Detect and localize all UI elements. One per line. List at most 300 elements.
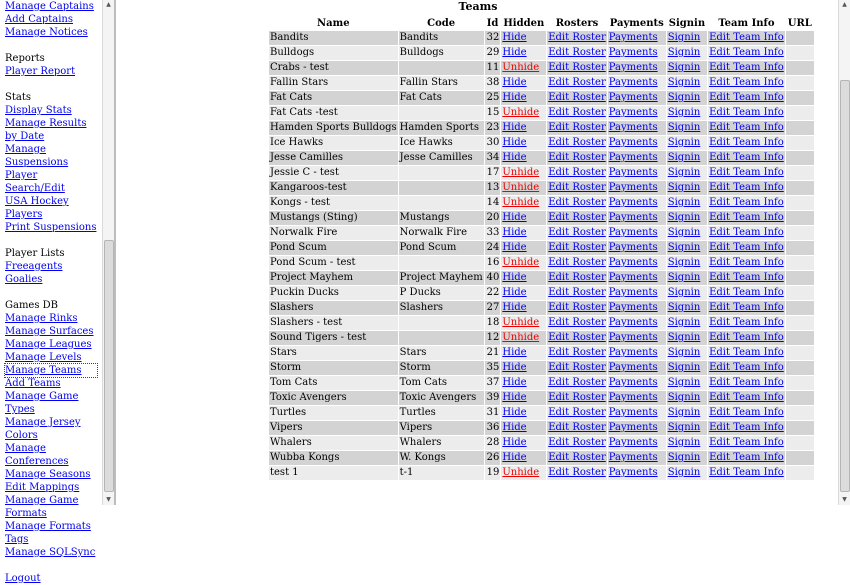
team-id-cell: 19 [486, 467, 500, 478]
edit-roster-cell [547, 406, 607, 420]
edit-roster-link[interactable]: Edit Roster [548, 317, 606, 328]
payments-link[interactable]: Payments [608, 62, 658, 73]
url-cell [786, 166, 814, 180]
edit-roster-cell [547, 331, 607, 345]
hidden-cell [501, 301, 546, 315]
signin-link[interactable]: Signin [667, 437, 701, 448]
signin-link[interactable]: Signin [667, 302, 701, 313]
up-arrow-icon[interactable]: ▲ [106, 1, 111, 8]
edit-roster-link[interactable]: Edit Roster [548, 137, 606, 148]
payments-cell [608, 151, 666, 165]
hide-link[interactable]: Hide [502, 377, 527, 388]
sidebar-link-manage-captains[interactable]: Manage Captains [5, 1, 94, 12]
edit-team-info-cell [708, 271, 785, 285]
sidebar-link-manage-formats-tags[interactable]: Manage Formats Tags [5, 521, 91, 545]
edit-roster-link[interactable]: Edit Roster [548, 362, 606, 373]
hide-link[interactable]: Hide [502, 407, 527, 418]
hide-link[interactable]: Hide [502, 437, 527, 448]
edit-roster-link[interactable]: Edit Roster [548, 197, 606, 208]
hide-link[interactable]: Hide [502, 227, 527, 238]
team-code-cell [399, 196, 484, 210]
signin-link[interactable]: Signin [667, 32, 701, 43]
edit-roster-link[interactable]: Edit Roster [548, 392, 606, 403]
edit-roster-link[interactable]: Edit Roster [548, 47, 606, 58]
hide-link[interactable]: Hide [502, 32, 527, 43]
signin-cell [667, 106, 707, 120]
signin-link[interactable]: Signin [667, 422, 701, 433]
edit-team-info-link[interactable]: Edit Team Info [709, 272, 784, 283]
signin-link[interactable]: Signin [667, 242, 701, 253]
hide-link[interactable]: Hide [502, 92, 527, 103]
edit-team-info-link[interactable]: Edit Team Info [709, 377, 784, 388]
column-header-payments: Payments [609, 17, 664, 29]
edit-roster-cell [547, 136, 607, 150]
hidden-cell [501, 361, 546, 375]
edit-team-info-link[interactable]: Edit Team Info [709, 122, 784, 133]
edit-team-info-cell [708, 91, 785, 105]
edit-roster-cell [547, 91, 607, 105]
sidebar-link-manage-game-formats[interactable]: Manage Game Formats [5, 495, 79, 519]
payments-link[interactable]: Payments [608, 212, 658, 223]
sidebar-link-manage-conferences[interactable]: Manage Conferences [5, 443, 69, 467]
edit-team-info-link[interactable]: Edit Team Info [709, 32, 784, 43]
payments-link[interactable]: Payments [608, 182, 658, 193]
edit-roster-link[interactable]: Edit Roster [548, 152, 606, 163]
payments-cell [608, 196, 666, 210]
sidebar-heading-stats: Stats [5, 92, 31, 103]
payments-link[interactable]: Payments [608, 287, 658, 298]
edit-roster-link[interactable]: Edit Roster [548, 347, 606, 358]
edit-team-info-cell [708, 181, 785, 195]
edit-roster-link[interactable]: Edit Roster [548, 437, 606, 448]
payments-link[interactable]: Payments [608, 407, 658, 418]
sidebar-link-add-captains[interactable]: Add Captains [5, 14, 73, 25]
team-code-cell: Norwalk Fire [399, 226, 484, 240]
hide-link[interactable]: Hide [502, 152, 527, 163]
column-header-id: Id [486, 17, 499, 29]
team-code-cell: Mustangs [399, 211, 484, 225]
hide-link[interactable]: Hide [502, 452, 527, 463]
hidden-cell [501, 421, 546, 435]
sidebar-scrollbar-thumb[interactable] [104, 240, 114, 492]
unhide-link[interactable]: Unhide [502, 317, 540, 328]
hidden-cell [501, 211, 546, 225]
sidebar-link-manage-results-by-date[interactable]: Manage Results by Date [5, 118, 87, 142]
edit-team-info-link[interactable]: Edit Team Info [709, 422, 784, 433]
edit-roster-link[interactable]: Edit Roster [548, 467, 606, 478]
edit-team-info-link[interactable]: Edit Team Info [709, 182, 784, 193]
signin-link[interactable]: Signin [667, 107, 701, 118]
sidebar-link-edit-mappings[interactable]: Edit Mappings [5, 482, 80, 493]
url-cell [786, 151, 814, 165]
signin-link[interactable]: Signin [667, 137, 701, 148]
edit-team-info-cell [708, 406, 785, 420]
payments-link[interactable]: Payments [608, 107, 658, 118]
hide-link[interactable]: Hide [502, 302, 527, 313]
edit-team-info-link[interactable]: Edit Team Info [709, 107, 784, 118]
edit-team-info-link[interactable]: Edit Team Info [709, 302, 784, 313]
sidebar-link-manage-teams[interactable]: Manage Teams [5, 364, 97, 377]
payments-link[interactable]: Payments [608, 422, 658, 433]
edit-roster-cell [547, 61, 607, 75]
edit-team-info-link[interactable]: Edit Team Info [709, 287, 784, 298]
hidden-cell [501, 451, 546, 465]
signin-link[interactable]: Signin [667, 407, 701, 418]
signin-link[interactable]: Signin [667, 167, 701, 178]
signin-link[interactable]: Signin [667, 467, 701, 478]
team-code-cell [399, 181, 484, 195]
sidebar-link-manage-sqlsync[interactable]: Manage SQLSync [5, 547, 96, 558]
edit-team-info-link[interactable]: Edit Team Info [709, 197, 784, 208]
edit-roster-link[interactable]: Edit Roster [548, 452, 606, 463]
edit-roster-cell [547, 76, 607, 90]
team-id-cell: 26 [486, 452, 500, 463]
sidebar-link-display-stats[interactable]: Display Stats [5, 105, 72, 116]
team-name-cell: Mustangs (Sting) [269, 211, 398, 225]
unhide-link[interactable]: Unhide [502, 332, 540, 343]
table-row [269, 436, 814, 450]
signin-cell [667, 271, 707, 285]
payments-link[interactable]: Payments [608, 257, 658, 268]
edit-roster-link[interactable]: Edit Roster [548, 77, 606, 88]
edit-team-info-link[interactable]: Edit Team Info [709, 332, 784, 343]
edit-team-info-link[interactable]: Edit Team Info [709, 152, 784, 163]
edit-roster-link[interactable]: Edit Roster [548, 92, 606, 103]
payments-link[interactable]: Payments [608, 302, 658, 313]
payments-link[interactable]: Payments [608, 122, 658, 133]
hide-link[interactable]: Hide [502, 272, 527, 283]
edit-roster-link[interactable]: Edit Roster [548, 107, 606, 118]
hidden-cell [501, 61, 546, 75]
hidden-cell [501, 106, 546, 120]
signin-link[interactable]: Signin [667, 122, 701, 133]
unhide-link[interactable]: Unhide [502, 257, 540, 268]
edit-roster-link[interactable]: Edit Roster [548, 332, 606, 343]
url-cell [786, 466, 814, 480]
edit-team-info-link[interactable]: Edit Team Info [709, 242, 784, 253]
sidebar-scrollbar[interactable] [102, 0, 114, 505]
signin-link[interactable]: Signin [667, 92, 701, 103]
hide-link[interactable]: Hide [502, 392, 527, 403]
page-scrollbar[interactable] [838, 0, 850, 505]
sidebar-link-player-report[interactable]: Player Report [5, 66, 76, 77]
table-row [269, 286, 814, 300]
signin-link[interactable]: Signin [667, 287, 701, 298]
sidebar-content [5, 0, 97, 585]
payments-cell [608, 166, 666, 180]
sidebar-link-player-search-edit[interactable]: Player Search/Edit [5, 170, 65, 194]
url-cell [786, 451, 814, 465]
edit-team-info-cell [708, 241, 785, 255]
hidden-cell [501, 241, 546, 255]
payments-link[interactable]: Payments [608, 437, 658, 448]
hide-link[interactable]: Hide [502, 347, 527, 358]
signin-link[interactable]: Signin [667, 152, 701, 163]
signin-link[interactable]: Signin [667, 197, 701, 208]
signin-link[interactable]: Signin [667, 377, 701, 388]
payments-link[interactable]: Payments [608, 227, 658, 238]
hidden-cell [501, 466, 546, 480]
team-name-cell: Puckin Ducks [269, 286, 398, 300]
edit-team-info-link[interactable]: Edit Team Info [709, 227, 784, 238]
edit-team-info-link[interactable]: Edit Team Info [709, 317, 784, 328]
unhide-link[interactable]: Unhide [502, 107, 540, 118]
edit-team-info-cell [708, 301, 785, 315]
sidebar-link-manage-surfaces[interactable]: Manage Surfaces [5, 326, 94, 337]
edit-roster-link[interactable]: Edit Roster [548, 287, 606, 298]
edit-roster-link[interactable]: Edit Roster [548, 212, 606, 223]
hide-link[interactable]: Hide [502, 212, 527, 223]
team-name-cell: Tom Cats [269, 376, 398, 390]
payments-link[interactable]: Payments [608, 377, 658, 388]
table-row [269, 91, 814, 105]
team-name-cell: Toxic Avengers [269, 391, 398, 405]
table-row [269, 76, 814, 90]
table-row [269, 391, 814, 405]
hidden-cell [501, 271, 546, 285]
url-cell [786, 76, 814, 90]
edit-roster-cell [547, 346, 607, 360]
edit-roster-link[interactable]: Edit Roster [548, 407, 606, 418]
edit-team-info-link[interactable]: Edit Team Info [709, 167, 784, 178]
hide-link[interactable]: Hide [502, 287, 527, 298]
hidden-cell [501, 76, 546, 90]
payments-link[interactable]: Payments [608, 362, 658, 373]
hidden-cell [501, 286, 546, 300]
hidden-cell [501, 196, 546, 210]
signin-link[interactable]: Signin [667, 392, 701, 403]
payments-cell [608, 46, 666, 60]
payments-link[interactable]: Payments [608, 392, 658, 403]
hide-link[interactable]: Hide [502, 242, 527, 253]
sidebar-link-manage-rinks[interactable]: Manage Rinks [5, 313, 78, 324]
url-cell [786, 181, 814, 195]
table-row [269, 421, 814, 435]
edit-team-info-link[interactable]: Edit Team Info [709, 407, 784, 418]
edit-team-info-link[interactable]: Edit Team Info [709, 212, 784, 223]
hide-link[interactable]: Hide [502, 77, 527, 88]
edit-roster-link[interactable]: Edit Roster [548, 242, 606, 253]
edit-team-info-link[interactable]: Edit Team Info [709, 452, 784, 463]
signin-link[interactable]: Signin [667, 77, 701, 88]
table-header-row [269, 16, 814, 30]
edit-roster-cell [547, 421, 607, 435]
edit-team-info-link[interactable]: Edit Team Info [709, 467, 784, 478]
sidebar-link-manage-game-types[interactable]: Manage Game Types [5, 391, 79, 415]
edit-roster-link[interactable]: Edit Roster [548, 122, 606, 133]
sidebar-nav [0, 0, 102, 584]
payments-cell [608, 91, 666, 105]
hidden-cell [501, 46, 546, 60]
sidebar-link-manage-seasons[interactable]: Manage Seasons [5, 469, 91, 480]
payments-link[interactable]: Payments [608, 452, 658, 463]
edit-team-info-link[interactable]: Edit Team Info [709, 47, 784, 58]
table-row [269, 226, 814, 240]
edit-team-info-cell [708, 31, 785, 45]
table-row [269, 241, 814, 255]
edit-team-info-link[interactable]: Edit Team Info [709, 92, 784, 103]
team-code-cell: t-1 [399, 466, 484, 480]
team-name-cell: Slashers - test [269, 316, 398, 330]
table-row [269, 256, 814, 270]
edit-team-info-cell [708, 421, 785, 435]
signin-link[interactable]: Signin [667, 317, 701, 328]
team-name-cell: Bulldogs [269, 46, 398, 60]
team-code-cell: Jesse Camilles [399, 151, 484, 165]
team-code-cell: Toxic Avengers [399, 391, 484, 405]
up-arrow-icon[interactable]: ▲ [842, 1, 847, 8]
edit-team-info-link[interactable]: Edit Team Info [709, 257, 784, 268]
signin-link[interactable]: Signin [667, 347, 701, 358]
table-row [269, 406, 814, 420]
signin-link[interactable]: Signin [667, 452, 701, 463]
url-cell [786, 106, 814, 120]
payments-link[interactable]: Payments [608, 467, 658, 478]
edit-roster-link[interactable]: Edit Roster [548, 167, 606, 178]
signin-link[interactable]: Signin [667, 212, 701, 223]
signin-cell [667, 361, 707, 375]
sidebar-link-freeagents[interactable]: Freeagents [5, 261, 63, 272]
team-id-cell: 21 [486, 347, 500, 358]
signin-link[interactable]: Signin [667, 182, 701, 193]
sidebar-link-print-suspensions[interactable]: Print Suspensions [5, 222, 97, 233]
edit-roster-cell [547, 361, 607, 375]
payments-link[interactable]: Payments [608, 332, 658, 343]
team-name-cell: Kangaroos-test [269, 181, 398, 195]
sidebar-link-add-teams[interactable]: Add Teams [5, 378, 61, 389]
edit-roster-link[interactable]: Edit Roster [548, 302, 606, 313]
edit-roster-link[interactable]: Edit Roster [548, 377, 606, 388]
url-cell [786, 331, 814, 345]
edit-roster-link[interactable]: Edit Roster [548, 272, 606, 283]
edit-team-info-link[interactable]: Edit Team Info [709, 77, 784, 88]
team-code-cell: Whalers [399, 436, 484, 450]
payments-link[interactable]: Payments [608, 272, 658, 283]
payments-link[interactable]: Payments [608, 47, 658, 58]
hide-link[interactable]: Hide [502, 137, 527, 148]
team-name-cell: Slashers [269, 301, 398, 315]
hide-link[interactable]: Hide [502, 47, 527, 58]
payments-cell [608, 211, 666, 225]
edit-roster-cell [547, 256, 607, 270]
unhide-link[interactable]: Unhide [502, 182, 540, 193]
teams-table [268, 15, 815, 481]
signin-cell [667, 61, 707, 75]
sidebar-link-manage-notices[interactable]: Manage Notices [5, 27, 88, 38]
url-cell [786, 61, 814, 75]
team-id-cell: 12 [486, 332, 500, 343]
edit-roster-cell [547, 181, 607, 195]
unhide-link[interactable]: Unhide [502, 197, 540, 208]
hidden-cell [501, 331, 546, 345]
hidden-cell [501, 136, 546, 150]
team-id-cell: 40 [486, 272, 500, 283]
edit-roster-link[interactable]: Edit Roster [548, 257, 606, 268]
payments-link[interactable]: Payments [608, 242, 658, 253]
edit-team-info-link[interactable]: Edit Team Info [709, 347, 784, 358]
sidebar-link-goalies[interactable]: Goalies [5, 274, 43, 285]
frame-divider[interactable] [114, 0, 116, 505]
edit-team-info-link[interactable]: Edit Team Info [709, 137, 784, 148]
edit-roster-link[interactable]: Edit Roster [548, 422, 606, 433]
hide-link[interactable]: Hide [502, 422, 527, 433]
edit-team-info-link[interactable]: Edit Team Info [709, 392, 784, 403]
payments-link[interactable]: Payments [608, 167, 658, 178]
edit-team-info-link[interactable]: Edit Team Info [709, 362, 784, 373]
team-code-cell [399, 331, 484, 345]
logout-link[interactable]: Logout [5, 573, 41, 584]
team-code-cell: Storm [399, 361, 484, 375]
payments-link[interactable]: Payments [608, 137, 658, 148]
edit-roster-link[interactable]: Edit Roster [548, 227, 606, 238]
page-scrollbar-thumb[interactable] [840, 80, 850, 492]
payments-link[interactable]: Payments [608, 32, 658, 43]
payments-link[interactable]: Payments [608, 317, 658, 328]
edit-team-info-cell [708, 346, 785, 360]
down-arrow-icon[interactable]: ▼ [842, 496, 847, 503]
team-code-cell: Project Mayhem [399, 272, 483, 283]
signin-link[interactable]: Signin [667, 227, 701, 238]
table-row [269, 106, 814, 120]
sidebar-link-manage-jersey-colors[interactable]: Manage Jersey Colors [5, 417, 81, 441]
edit-team-info-link[interactable]: Edit Team Info [709, 437, 784, 448]
signin-link[interactable]: Signin [667, 257, 701, 268]
edit-roster-link[interactable]: Edit Roster [548, 182, 606, 193]
signin-link[interactable]: Signin [667, 62, 701, 73]
unhide-link[interactable]: Unhide [502, 467, 540, 478]
sidebar-link-manage-suspensions[interactable]: Manage Suspensions [5, 144, 69, 168]
edit-team-info-link[interactable]: Edit Team Info [709, 62, 784, 73]
down-arrow-icon[interactable]: ▼ [106, 496, 111, 503]
sidebar-link-manage-levels[interactable]: Manage Levels [5, 352, 82, 363]
edit-roster-cell [547, 151, 607, 165]
payments-link[interactable]: Payments [608, 347, 658, 358]
payments-link[interactable]: Payments [608, 197, 658, 208]
signin-cell [667, 196, 707, 210]
edit-roster-link[interactable]: Edit Roster [548, 32, 606, 43]
hidden-cell [501, 121, 546, 135]
payments-cell [608, 286, 666, 300]
sidebar-link-manage-leagues[interactable]: Manage Leagues [5, 339, 92, 350]
team-code-cell: Pond Scum [399, 241, 484, 255]
signin-link[interactable]: Signin [667, 272, 701, 283]
team-code-cell: Vipers [399, 421, 484, 435]
team-name-cell: Vipers [269, 421, 398, 435]
edit-roster-link[interactable]: Edit Roster [548, 62, 606, 73]
hide-link[interactable]: Hide [502, 362, 527, 373]
edit-team-info-cell [708, 76, 785, 90]
url-cell [786, 46, 814, 60]
team-id-cell: 20 [486, 212, 500, 223]
signin-link[interactable]: Signin [667, 47, 701, 58]
signin-cell [667, 391, 707, 405]
table-row [269, 271, 814, 285]
sidebar-link-usa-hockey-players[interactable]: USA Hockey Players [5, 196, 69, 220]
unhide-link[interactable]: Unhide [502, 167, 540, 178]
unhide-link[interactable]: Unhide [502, 62, 540, 73]
edit-roster-cell [547, 196, 607, 210]
payments-link[interactable]: Payments [608, 92, 658, 103]
hide-link[interactable]: Hide [502, 122, 527, 133]
signin-cell [667, 346, 707, 360]
signin-cell [667, 121, 707, 135]
payments-cell [608, 376, 666, 390]
signin-link[interactable]: Signin [667, 332, 701, 343]
signin-link[interactable]: Signin [667, 362, 701, 373]
payments-link[interactable]: Payments [608, 152, 658, 163]
payments-link[interactable]: Payments [608, 77, 658, 88]
payments-cell [608, 106, 666, 120]
